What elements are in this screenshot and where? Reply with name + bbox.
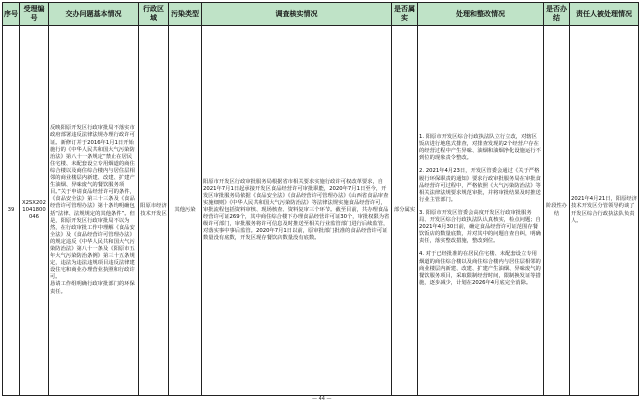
header-pollution-type: 污染类型 bbox=[169, 3, 202, 26]
issue-text: 反映阳原开发区行政审批局不落实市政府部署违反法律法规办理行政许可证。新修订并于2016年1月1日开始施行的《中华人民共和国大气污染防治法》第八十一条规定“禁止在居民住宅楼、未配套设立专用烟道的商住综合楼以及商住综合楼内与居住层相邻的商业楼层内新建、改建、扩建产生油烟、异味废气的餐饮服务项目。”关于申请食品经营许可的条件，《食品安全法》第三十三条及《食品经营许可管理办法》第十条均明确包括“法律、法规规定的其他条件”。但是，阳原开发区行政审批局不以为然，在行政审批工作中理解《食品安全法》及《食品经营许可管理办法》的规定违反《中华人民共和国大气污染防治法》第八十一条及《阳原市五年大气污染防治条例》第三十五条规定，违法为违法违规项目违反法律建设住宅和商业办理营业执照和行政许可。 bbox=[50, 125, 135, 281]
cell-verified: 部分属实 bbox=[392, 26, 418, 396]
cell-region: 阳原市经济技术开发区 bbox=[139, 26, 169, 396]
cell-seq: 39 bbox=[3, 26, 20, 396]
handling-item: 1. 阳原市开发区综合行政执法队立行立改，对辖区饭店进行地毯式排查，对排查发现的2个经营户存在的经营过程中产生异味、油烟和油烟净化设施运行不到位的现象责令整改。 bbox=[419, 134, 541, 162]
table-row bbox=[3, 26, 639, 396]
header-seq: 序号 bbox=[3, 3, 20, 26]
case-table bbox=[2, 2, 639, 396]
header-case-id: 受理编号 bbox=[20, 3, 49, 26]
header-region: 行政区域 bbox=[139, 3, 169, 26]
issue-request: 恳请工作组明确行政审批部门的环保责任。 bbox=[50, 281, 135, 295]
header-responsible: 责任人被处理情况 bbox=[570, 3, 639, 26]
header-handling: 处理和整改情况 bbox=[418, 3, 544, 26]
table-header-row bbox=[3, 3, 639, 26]
handling-item: 4. 对于已经批准的在居民住宅楼、未配套设立专用烟道的商住综合楼以及商住综合楼内与居住层相邻的商业楼层内新建、改建、扩建产生油烟、异味废气的餐饮服务项目，采取限制经营时间，限制换发证等措施，逐步减少，计划在2026年4月底完全消除。 bbox=[419, 251, 541, 286]
cell-pollution-type: 其他污染 bbox=[169, 26, 202, 396]
cell-completed: 阶段性办结 bbox=[544, 26, 570, 396]
header-completed: 是否办结 bbox=[544, 3, 570, 26]
cell-case-id: X2SX2021041800046 bbox=[20, 26, 49, 396]
page-number: — 44 — bbox=[312, 396, 332, 402]
cell-responsible: 2021年4月21日，阳原经济技术开发区分管领导约谈了开发区综合行政执法队负责人。 bbox=[570, 26, 639, 396]
header-verified: 是否属实 bbox=[392, 3, 418, 26]
header-issue: 交办问题基本情况 bbox=[49, 3, 139, 26]
cell-handling bbox=[418, 26, 544, 396]
handling-item: 3. 阳原市开发区管委会高度开发区行政审批服务局、开发区综合行政执法队认真核实，检点问题；自2021年4月30日前，确定食品经营许可证范围存餐饮饭店的数量底数，并对其中的问题自查自纠，明确责任，落实整改措施，整改到位。 bbox=[419, 209, 541, 245]
cell-investigation: 阳原市开发区行政审批服务局根据省市相关要求实施行政许可权改革要求，自2021年7月1日起承接开发区食品经营许可审批职能，2020年7月1日至今，开发区审批服务局依据《食品安全法》《食品经营许可管理办法》《山西省食品审查实施细则》《中华人民共和国大气污染防治法》等法律法规实施食品经营许可，审批流程包括资料审核、现场核查、资料复审三个环节。截至目前，共办理食品经营许可证269个，其中商住综合楼下办理食品经营许可证30个，审批权限为省级许可部门，审批服务将许可信息及时推送至相关行业监管部门进行后续监管，对落实事中事后监管。2020年7月1日以前，原审批部门批准的食品经营许可证数量没有底数，开发区现存餐饮店数量没有底数。 bbox=[202, 26, 392, 396]
header-investigation: 调查核实情况 bbox=[202, 3, 392, 26]
cell-issue bbox=[49, 26, 139, 396]
handling-item: 2. 2021年4月23日，开发区管委会通过《关于严格履行环保职责的通知》要求行政审批服务局在审批食品经营许可过程中，严格依照《大气污染防治法》等相关法律法规要求规范审批，并将审批结果及时推送行业主管部门。 bbox=[419, 168, 541, 203]
